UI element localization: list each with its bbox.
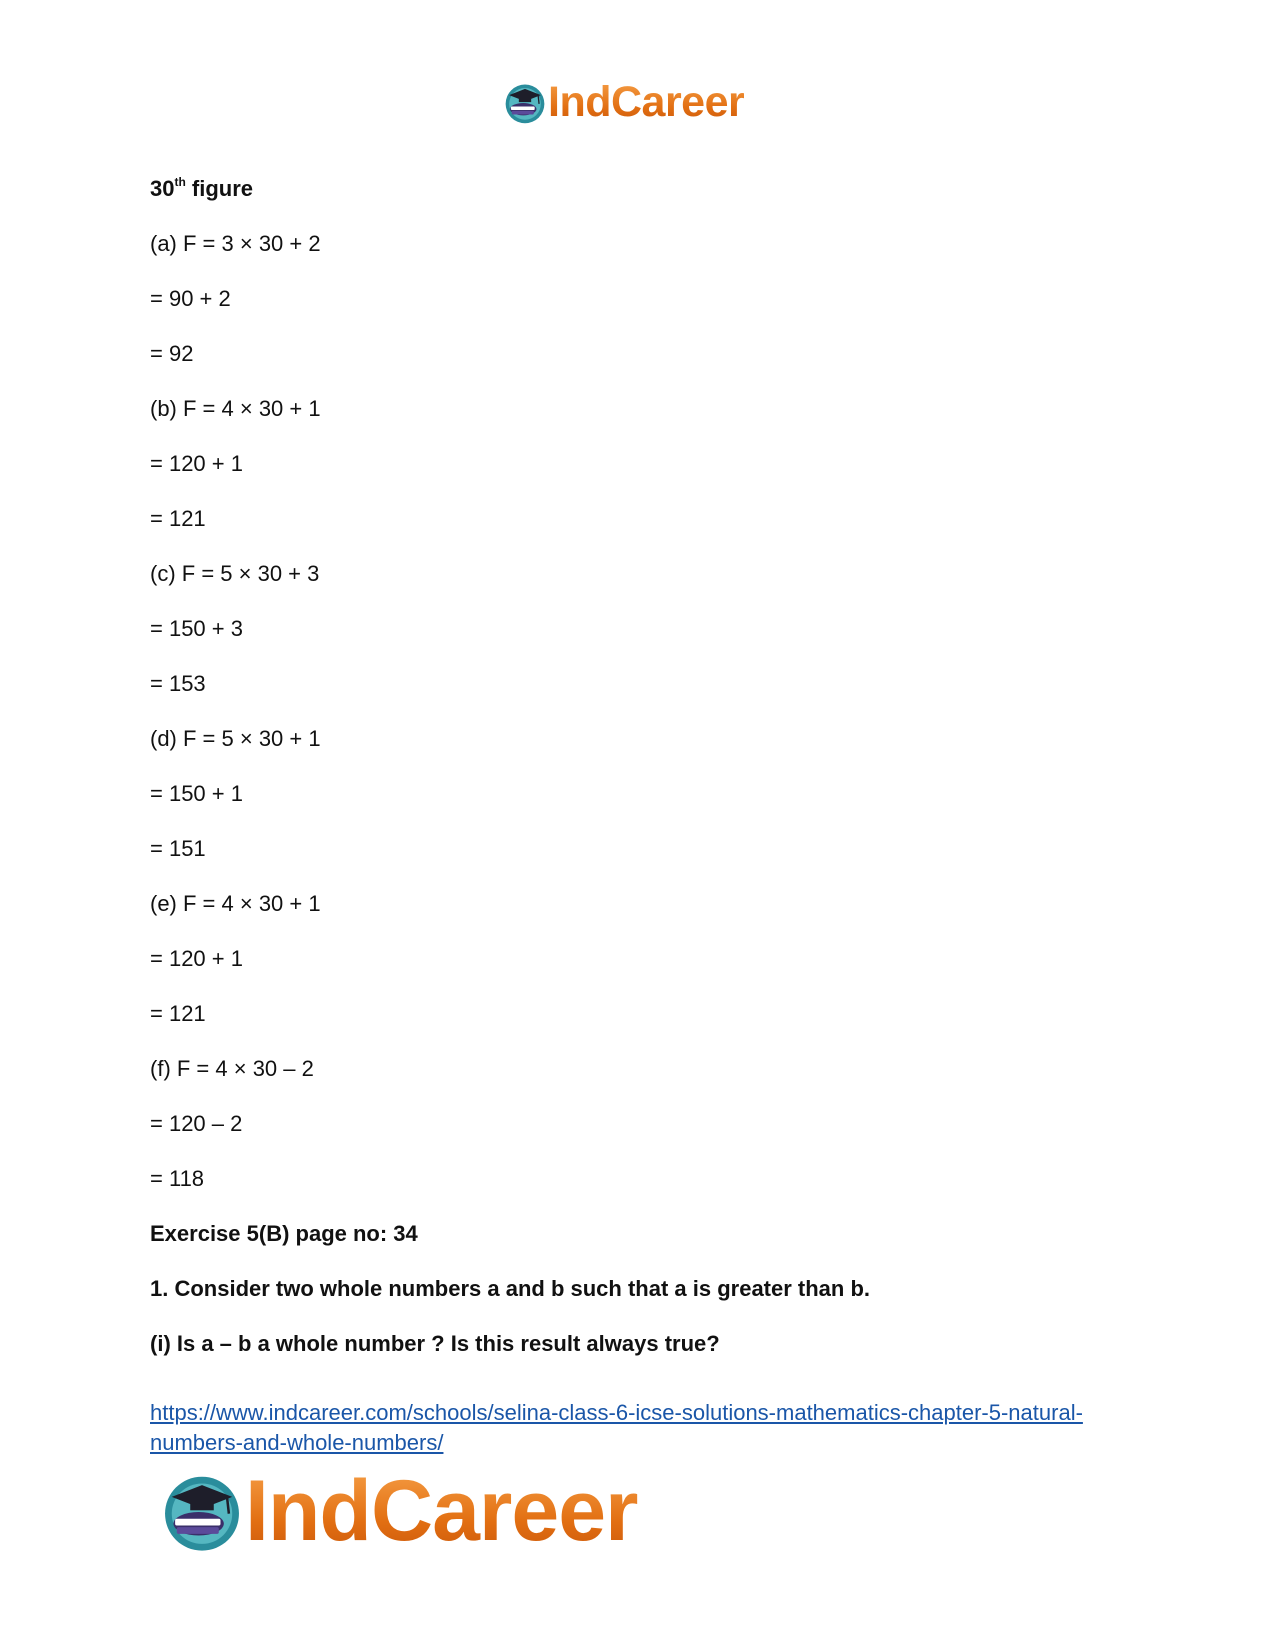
logo-wordmark: IndCareer: [548, 78, 745, 126]
equation-line: (e) F = 4 × 30 + 1: [150, 891, 321, 916]
equation-line: = 120 + 1: [150, 946, 243, 971]
logo-wordmark: IndCareer: [245, 1463, 638, 1559]
heading-rest: figure: [185, 176, 254, 201]
equation-line: (a) F = 3 × 30 + 2: [150, 231, 321, 256]
heading-number: 30: [150, 176, 175, 201]
sub-question-text: (i) Is a – b a whole number ? Is this result always true?: [150, 1331, 720, 1356]
equation-line: = 150 + 3: [150, 616, 243, 641]
exercise-heading: Exercise 5(B) page no: 34: [150, 1221, 418, 1246]
link-line-2[interactable]: numbers-and-whole-numbers/: [150, 1430, 444, 1455]
equation-line: (c) F = 5 × 30 + 3: [150, 561, 320, 586]
equation-line: = 150 + 1: [150, 781, 243, 806]
equation-line: = 92: [150, 341, 194, 366]
heading-superscript: th: [174, 174, 186, 189]
equation-line: (b) F = 4 × 30 + 1: [150, 396, 321, 421]
equation-line: = 120 – 2: [150, 1111, 243, 1136]
equation-line: = 121: [150, 1001, 206, 1026]
equation-line: = 121: [150, 506, 206, 531]
graduation-globe-icon: [503, 81, 547, 125]
indcareer-logo-header: [503, 78, 744, 127]
equation-line: (f) F = 4 × 30 – 2: [150, 1056, 314, 1081]
equation-line: (d) F = 5 × 30 + 1: [150, 726, 321, 751]
document-body: [150, 176, 1140, 1386]
question-text: 1. Consider two whole numbers a and b such that a is greater than b.: [150, 1276, 871, 1301]
equation-line: = 151: [150, 836, 206, 861]
section-heading: [150, 176, 1140, 202]
source-url-link[interactable]: [150, 1398, 1150, 1458]
equation-line: = 118: [150, 1166, 205, 1191]
equation-line: = 153: [150, 671, 206, 696]
link-line-1[interactable]: https://www.indcareer.com/schools/selina-class-6-icse-solutions-mathematics-chapter-5-natural-: [150, 1400, 1083, 1425]
graduation-globe-icon: [160, 1470, 244, 1554]
indcareer-logo-footer: [160, 1462, 638, 1561]
equation-line: = 120 + 1: [150, 451, 243, 476]
equation-line: = 90 + 2: [150, 286, 231, 311]
